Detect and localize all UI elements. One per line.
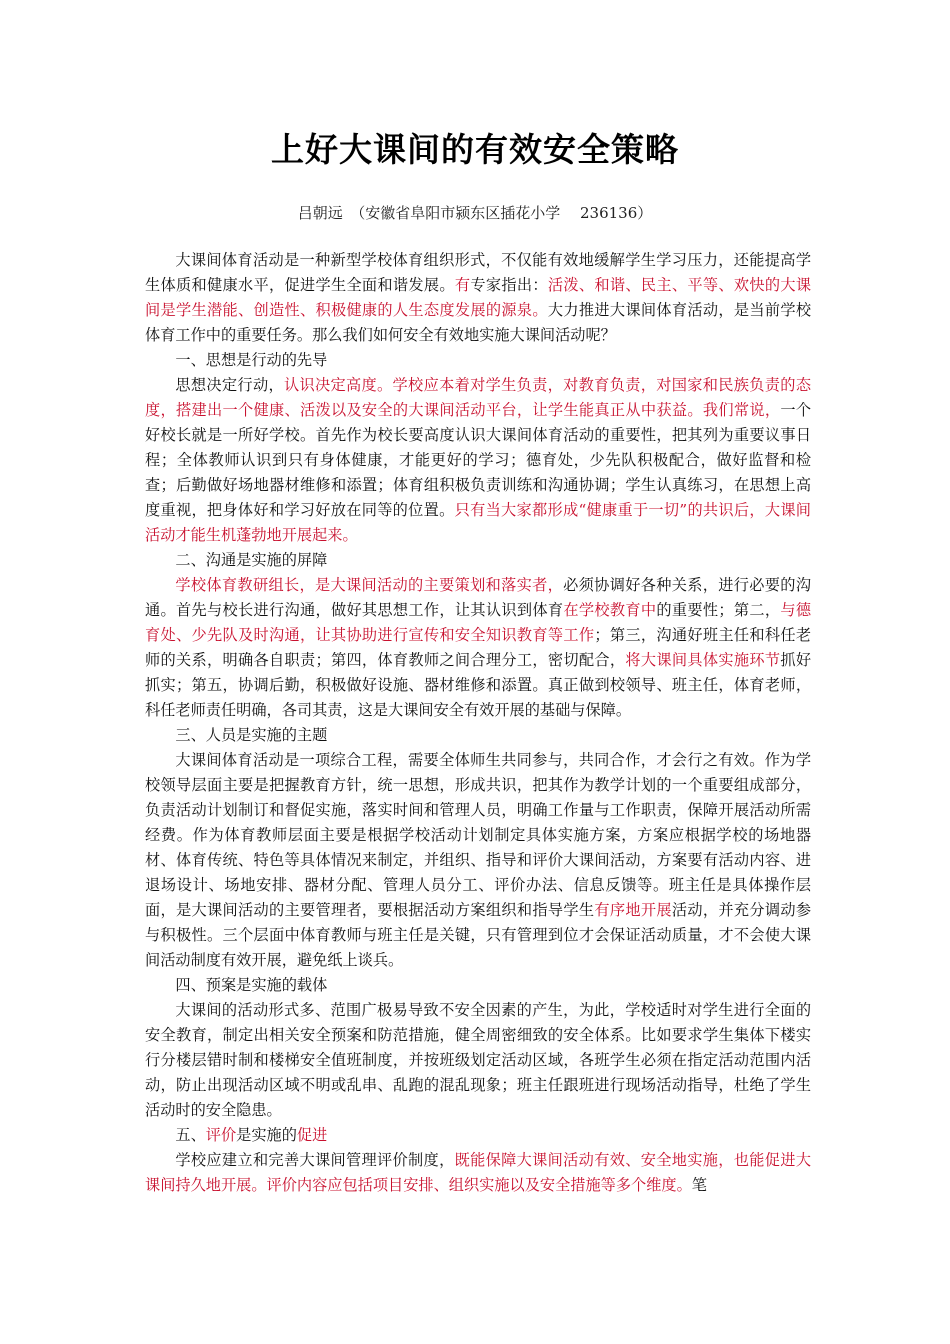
highlighted-text: 将大课间具体实施环节 — [625, 651, 781, 669]
text-span: 大课间体育活动是一种新型学校体育组织形式，不仅能有效地缓解学生学习压力，还能提高学生体质和健康水平，促进学生全面和谐发展。 — [145, 251, 811, 294]
text-span: 专家指出： — [470, 276, 548, 294]
highlighted-text: 有序地开展 — [594, 901, 672, 919]
text-span: 大课间体育活动是一项综合工程，需要全体师生共同参与，共同合作，才会行之有效。作为学校领导层面主要是把握教育方针，统一思想，形成共识，把其作为教学计划的一个重要组成部分，负责活动计划制订和督促实施，落实时间和管理人员，明确工作量与工作职责，保障开展活动所需经费。作为体育教师层面主要是根据学校活动计划制定具体实施方案，方案应根据学校的场地器材、体育传统、特色等具体情况来制定，并组织、指导和评价大课间活动，方案要有活动内容、进退场设计、场地安排、器材分配、管理人员分工、评价办法、信息反馈等。班主任是具体操作层面，是大课间活动的主要管理者，要根据活动方案组织和指导学生 — [145, 751, 811, 919]
paragraph — [145, 748, 811, 973]
highlighted-text: 认识决定高度。学校应本着对学生负责，对教育负责，对国家和民族负责的态度，搭建出一个健康、活泼以及安全的大课间活动平台，让学生能真正从中获益。我们常说， — [145, 376, 812, 419]
text-span: 是实施的 — [236, 1126, 297, 1144]
document-title: 上好大课间的有效安全策略 — [271, 130, 679, 169]
section-heading — [145, 1123, 811, 1148]
highlighted-text: 活泼、和谐、民主、平等、欢快的大课间是学生潜能、创造性、积极健康的人生态度发展的源泉。 — [145, 276, 812, 319]
highlighted-text: 只有当大家都形成“健康重于一切”的共识后，大课间活动才能生机蓬勃地开展起来。 — [145, 501, 811, 544]
text-span: 笔 — [691, 1176, 707, 1194]
highlighted-text: 在学校教育中 — [563, 601, 657, 619]
text-span: 大力推进大课间体育活动，是当前学校体育工作中的重要任务。那么我们如何安全有效地实施大课间活动呢？ — [145, 301, 812, 344]
highlighted-text: 促进 — [296, 1126, 328, 1144]
text-span: 思想决定行动， — [175, 376, 284, 394]
paragraph — [145, 573, 811, 723]
paragraph — [145, 373, 811, 548]
paragraph — [145, 1148, 811, 1198]
author-line: 吕朝远 （安徽省阜阳市颍东区插花小学 236136） — [297, 204, 653, 222]
section-heading — [145, 723, 811, 748]
text-span: 一个好校长就是一所好学校。首先作为校长要高度认识大课间体育活动的重要性，把其列为重要议事日程；全体教师认识到只有身体健康，才能更好的学习；德育处，少先队积极配合，做好监督和检查；后勤做好场地器材维修和添置；体育组积极负责训练和沟通协调；学生认真练习，在思想上高度重视，把身体好和学习好放在同等的位置。 — [145, 401, 812, 519]
highlighted-text: 既能保障大课间活动有效、安全地实施，也能促进大课间持久地开展。评价内容应包括项目安排、组织实施以及安全措施等多个维度。 — [145, 1151, 812, 1194]
paragraph — [145, 998, 811, 1123]
text-span: 的重要性；第二， — [656, 601, 781, 619]
document-body — [145, 248, 811, 1198]
text-span: 三、人员是实施的主题 — [175, 726, 328, 744]
text-span: 五、 — [175, 1126, 206, 1144]
text-span: 抓好抓实；第五，协调后勤，积极做好设施、器材维修和添置。真正做到校领导、班主任，体育老师，科任老师责任明确，各司其责，这是大课间安全有效开展的基础与保障。 — [145, 651, 812, 719]
text-span: 四、预案是实施的载体 — [175, 976, 328, 994]
section-heading — [145, 348, 811, 373]
paragraph — [145, 248, 811, 348]
highlighted-text: 有 — [454, 276, 471, 294]
highlighted-text: 学校体育教研组长，是大课间活动的主要策划和落实者， — [175, 576, 564, 594]
text-span: 活动，并充分调动参与积极性。三个层面中体育教师与班主任是关键，只有管理到位才会保证活动质量，才不会使大课间活动制度有效开展，避免纸上谈兵。 — [145, 901, 812, 969]
text-span: 必须协调好各种关系，进行必要的沟通。首先与校长进行沟通，做好其思想工作，让其认识到体育 — [145, 576, 812, 619]
text-span: 一、思想是行动的先导 — [175, 351, 328, 369]
highlighted-text: 评价 — [205, 1126, 237, 1144]
section-heading — [145, 548, 811, 573]
text-span: ；第三，沟通好班主任和科任老师的关系，明确各自职责；第四，体育教师之间合理分工，密切配合， — [145, 626, 812, 669]
text-span: 二、沟通是实施的屏障 — [175, 551, 328, 569]
highlighted-text: 与德育处、少先队及时沟通，让其协助进行宣传和安全知识教育等工作 — [145, 601, 812, 644]
section-heading — [145, 973, 811, 998]
text-span: 学校应建立和完善大课间管理评价制度， — [175, 1151, 455, 1169]
text-span: 大课间的活动形式多、范围广极易导致不安全因素的产生，为此，学校适时对学生进行全面的安全教育，制定出相关安全预案和防范措施，健全周密细致的安全体系。比如要求学生集体下楼实行分楼层错时制和楼梯安全值班制度，并按班级划定活动区域，各班学生必须在指定活动范围内活动，防止出现活动区域不明或乱串、乱跑的混乱现象；班主任跟班进行现场活动指导，杜绝了学生活动时的安全隐患。 — [145, 1001, 811, 1119]
